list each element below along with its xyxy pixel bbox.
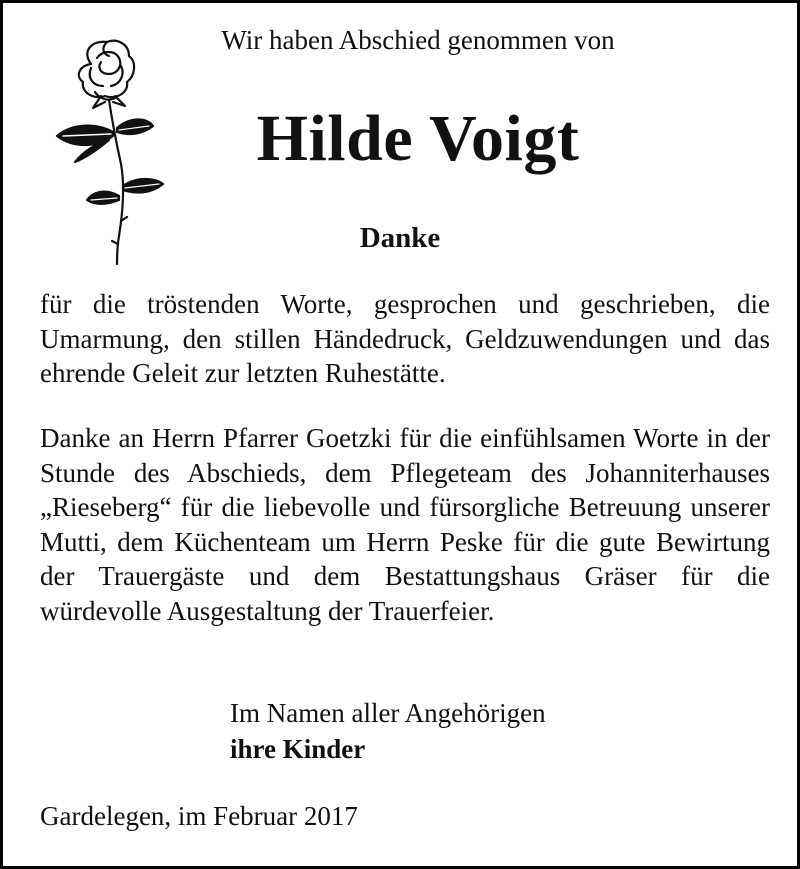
place-date: Gardelegen, im Februar 2017: [40, 801, 358, 831]
signature-name: ihre Kinder: [230, 734, 366, 764]
signature-line: Im Namen aller Angehörigen: [230, 698, 546, 728]
deceased-name: Hilde Voigt: [256, 102, 580, 175]
thanks-paragraph-1: für die tröstenden Worte, gesprochen und geschrieben, die Umarmung, den stillen Händedruck, Geldzuwendungen und das ehrende Geleit zur letzten Ruhestätte.: [40, 289, 770, 388]
thanks-heading: Danke: [359, 222, 441, 254]
intro-line: Wir haben Abschied genommen von: [221, 25, 615, 55]
thanks-paragraph-2: Danke an Herrn Pfarrer Goetzki für die einfühlsamen Worte in der Stunde des Abschieds, dem Pflegeteam des Johanniterhauses „Rieseberg“ für die liebevolle und fürsorgliche Betreuung unserer Mutti, dem Küchenteam um Herrn Peske für die gute Bewirtung der Trauergäste und dem Bestattungshaus Gräser für die würdevolle Ausgestaltung der Trauerfeier.: [40, 423, 770, 626]
